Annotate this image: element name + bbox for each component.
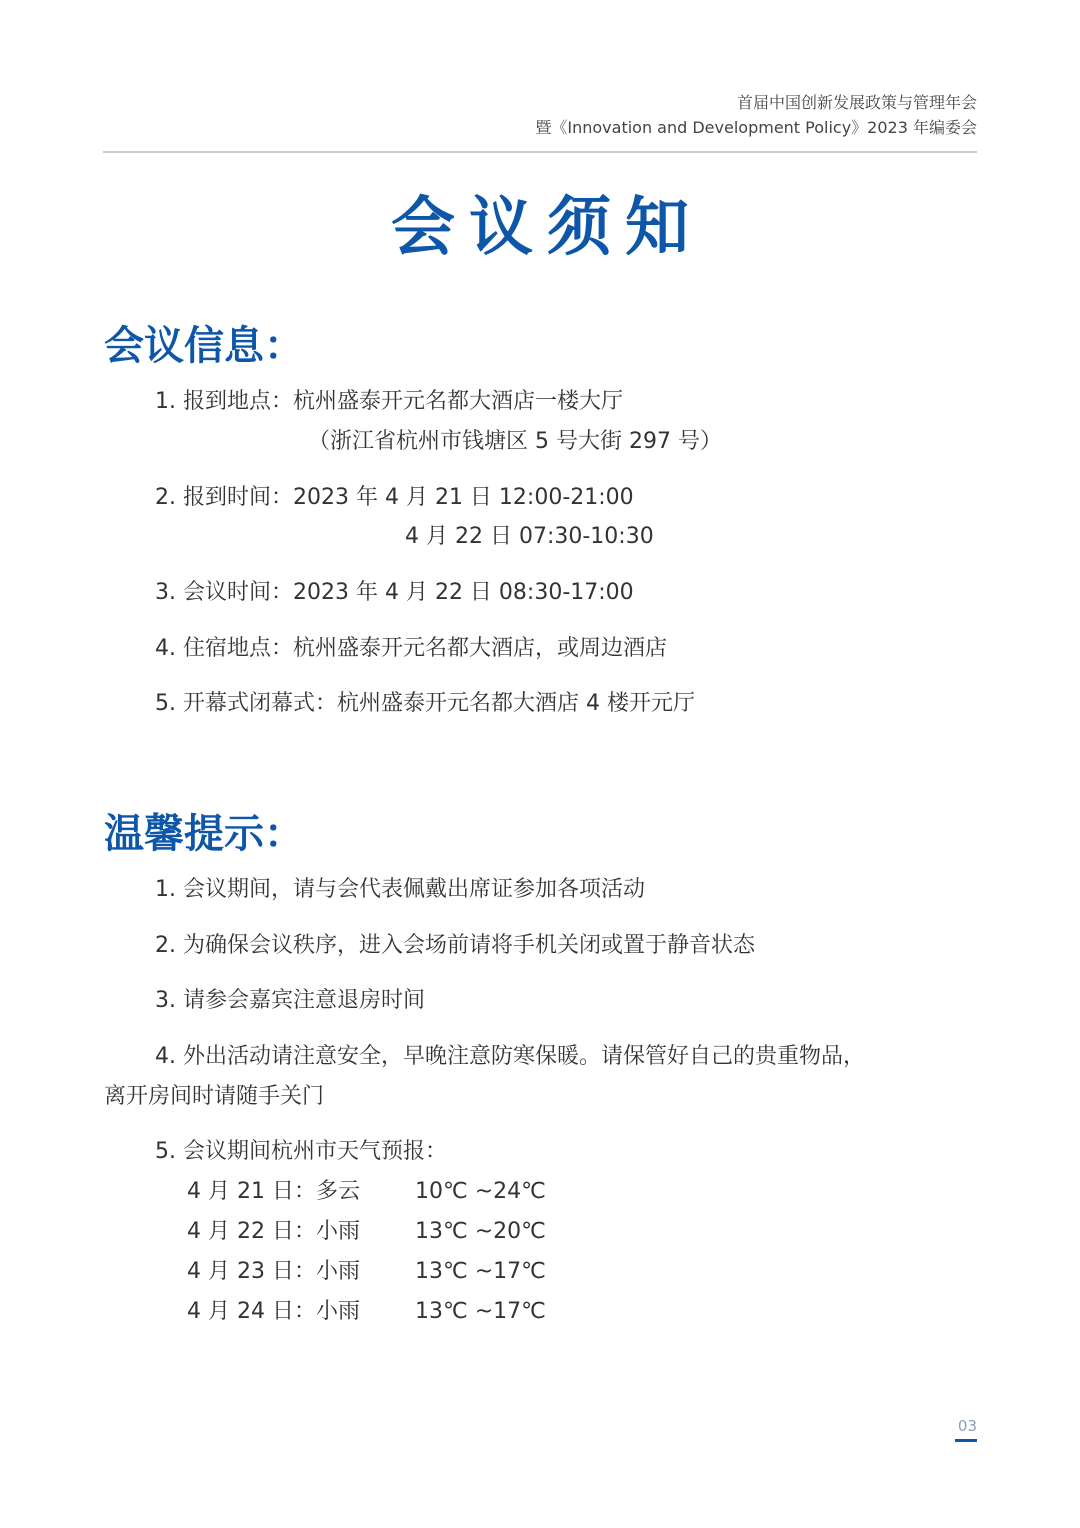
tip-item-4-continued: 离开房间时请随手关门 xyxy=(104,1084,325,1109)
section-heading-tips: 温馨提示： xyxy=(104,811,304,857)
running-header xyxy=(535,90,977,140)
meeting-info-item-2-second-time: 4 月 22 日 07:30-10:30 xyxy=(405,524,654,549)
page-number-underline xyxy=(955,1439,977,1442)
meeting-info-item-3: 3. 会议时间：2023 年 4 月 22 日 08:30-17:00 xyxy=(155,580,634,605)
weather-temp: 13℃ ~17℃ xyxy=(415,1259,546,1284)
meeting-info-item-4: 4. 住宿地点：杭州盛泰开元名都大酒店，或周边酒店 xyxy=(155,636,667,661)
tip-item-1: 1. 会议期间，请与会代表佩戴出席证参加各项活动 xyxy=(155,877,645,902)
weather-date: 4 月 24 日：小雨 xyxy=(187,1299,360,1324)
meeting-info-item-1-address: （浙江省杭州市钱塘区 5 号大街 297 号） xyxy=(308,429,722,454)
weather-temp: 10℃ ~24℃ xyxy=(415,1179,546,1204)
weather-date: 4 月 21 日：多云 xyxy=(187,1179,360,1204)
meeting-info-item-2: 2. 报到时间：2023 年 4 月 21 日 12:00-21:00 xyxy=(155,485,634,510)
tip-item-2: 2. 为确保会议秩序，进入会场前请将手机关闭或置于静音状态 xyxy=(155,933,755,958)
tip-item-5: 5. 会议期间杭州市天气预报： xyxy=(155,1139,447,1164)
meeting-info-item-1: 1. 报到地点：杭州盛泰开元名都大酒店一楼大厅 xyxy=(155,389,623,414)
header-divider xyxy=(103,151,977,153)
meeting-info-item-5: 5. 开幕式闭幕式：杭州盛泰开元名都大酒店 4 楼开元厅 xyxy=(155,691,695,716)
weather-date: 4 月 22 日：小雨 xyxy=(187,1219,360,1244)
weather-temp: 13℃ ~20℃ xyxy=(415,1219,546,1244)
section-heading-meeting-info: 会议信息： xyxy=(104,323,304,369)
weather-date: 4 月 23 日：小雨 xyxy=(187,1259,360,1284)
weather-temp: 13℃ ~17℃ xyxy=(415,1299,546,1324)
header-line-1: 首届中国创新发展政策与管理年会 xyxy=(736,93,977,112)
tip-item-4: 4. 外出活动请注意安全，早晚注意防寒保暖。请保管好自己的贵重物品， xyxy=(155,1044,865,1069)
header-line-2: 暨《Innovation and Development Policy》2023 年编委会 xyxy=(535,118,977,137)
page-number: 03 xyxy=(957,1417,977,1435)
tip-item-3: 3. 请参会嘉宾注意退房时间 xyxy=(155,988,425,1013)
page-title: 会议须知 xyxy=(391,191,703,265)
